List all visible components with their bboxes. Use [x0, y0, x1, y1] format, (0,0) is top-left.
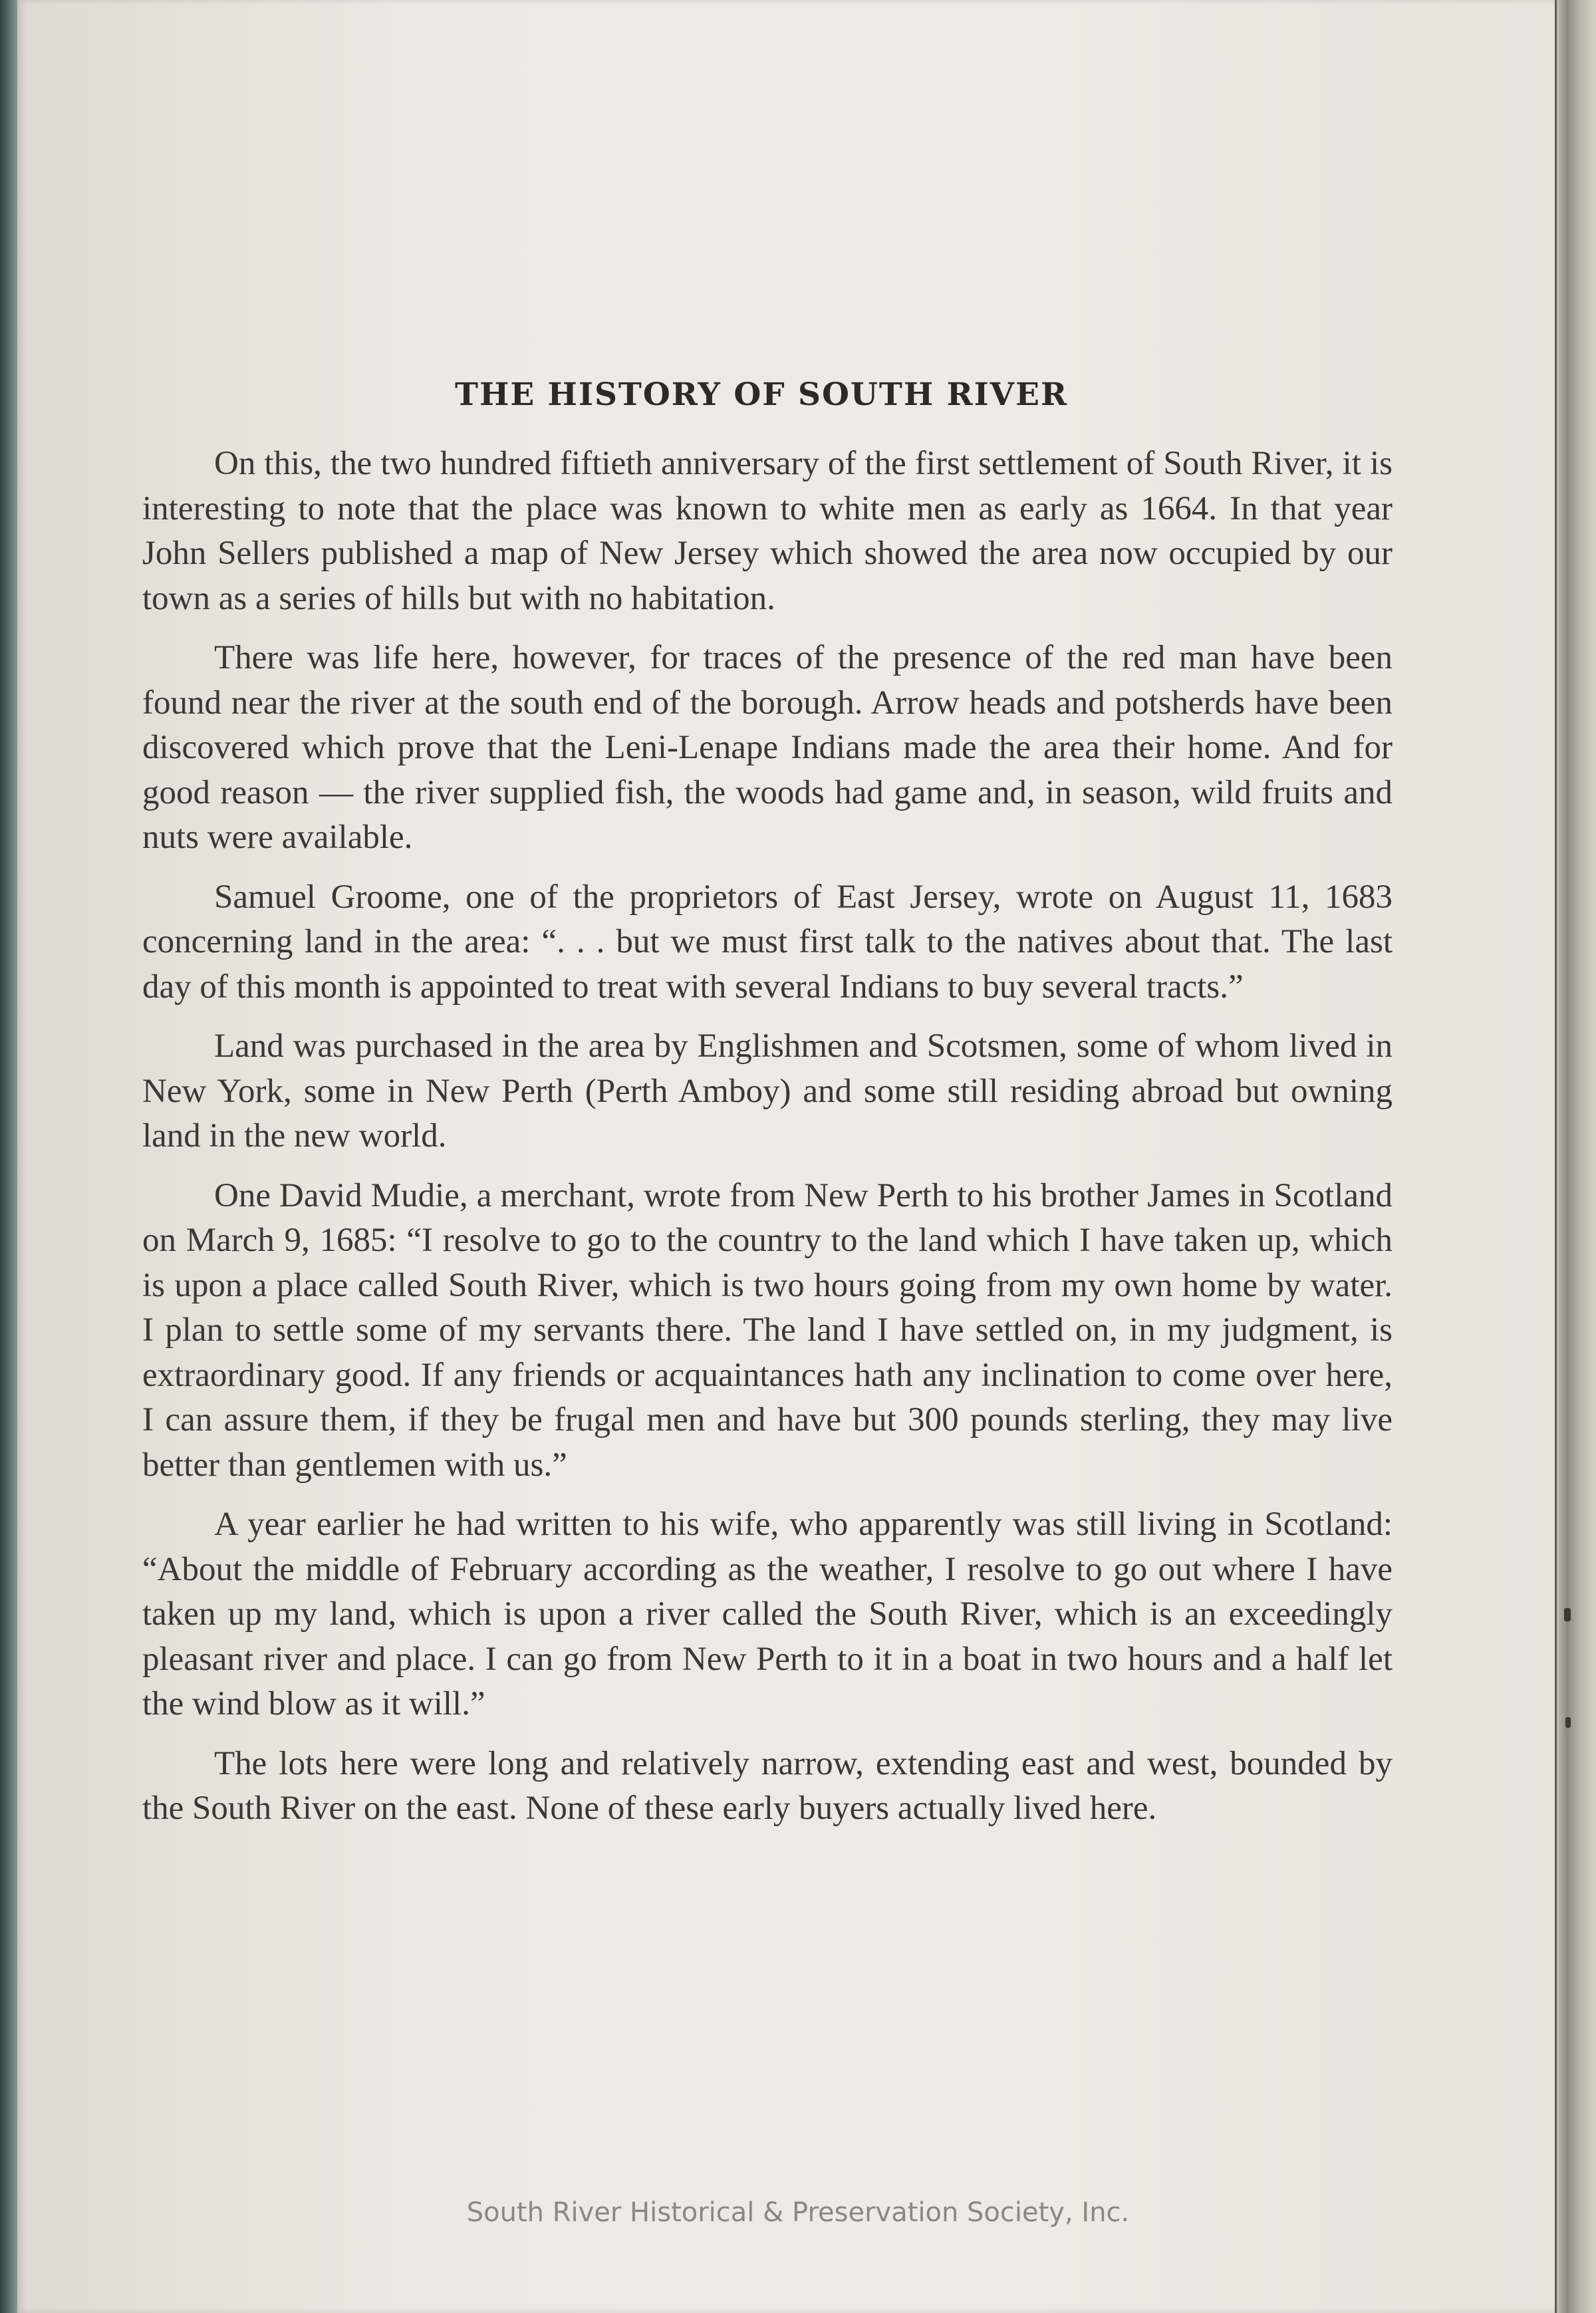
page-stack-edge	[1555, 0, 1596, 2313]
paragraph: Land was purchased in the area by Englishmen and Scotsmen, some of whom lived in New York, some in New Perth (Perth Amboy) and some still residing abroad but owning land in the new world.	[142, 1027, 1393, 1155]
edge-mark	[1565, 1717, 1571, 1728]
article-body	[142, 442, 1393, 1846]
paragraph: A year earlier he had written to his wife, who apparently was still living in Scotland: “About the middle of February according as the weather, I resolve to go out where I have taken up my land, which is upon a river called the South River, which is an exceedingly pleasant river and place. I can go from New Perth to it in a boat in two hours and a half let the wind blow as it will.”	[142, 1506, 1393, 1722]
watermark-text: South River Historical & Preservation Society, Inc.	[466, 2197, 1130, 2228]
paragraph: On this, the two hundred fiftieth anniversary of the first settlement of South River, it is interesting to note that the place was known to white men as early as 1664. In that year John Sellers published a map of New Jersey which showed the area now occupied by our town as a series of hills but with no habitation.	[142, 445, 1393, 617]
paragraph: There was life here, however, for traces of the presence of the red man have been found near the river at the south end of the borough. Arrow heads and potsherds have been discovered which prove that the Leni-Lenape Indians made the area their home. And for good reason — the river supplied fish, the woods had game and, in season, wild fruits and nuts were available.	[142, 639, 1393, 856]
paragraph: Samuel Groome, one of the proprietors of East Jersey, wrote on August 11, 1683 concerning land in the area: “. . . but we must first talk to the natives about that. The last day of this month is appointed to treat with several Indians to buy several tracts.”	[142, 878, 1393, 1006]
paragraph: One David Mudie, a merchant, wrote from New Perth to his brother James in Scotland on March 9, 1685: “I resolve to go to the country to the land which I have taken up, which is upon a place called South River, which is two hours going from my own home by water. I plan to settle some of my servants there. The land I have settled on, in my judgment, is extraordinary good. If any friends or acquaintances hath any inclination to come over here, I can assure them, if they be frugal men and have but 300 pounds sterling, they may live better than gentlemen with us.”	[142, 1176, 1393, 1484]
page-title: THE HISTORY OF SOUTH RIVER	[454, 376, 1069, 414]
page-edge-line	[1555, 0, 1557, 2313]
edge-mark	[1564, 1608, 1571, 1621]
paragraph: The lots here were long and relatively narrow, extending east and west, bounded by the South River on the east. None of these early buyers actually lived here.	[142, 1744, 1393, 1827]
